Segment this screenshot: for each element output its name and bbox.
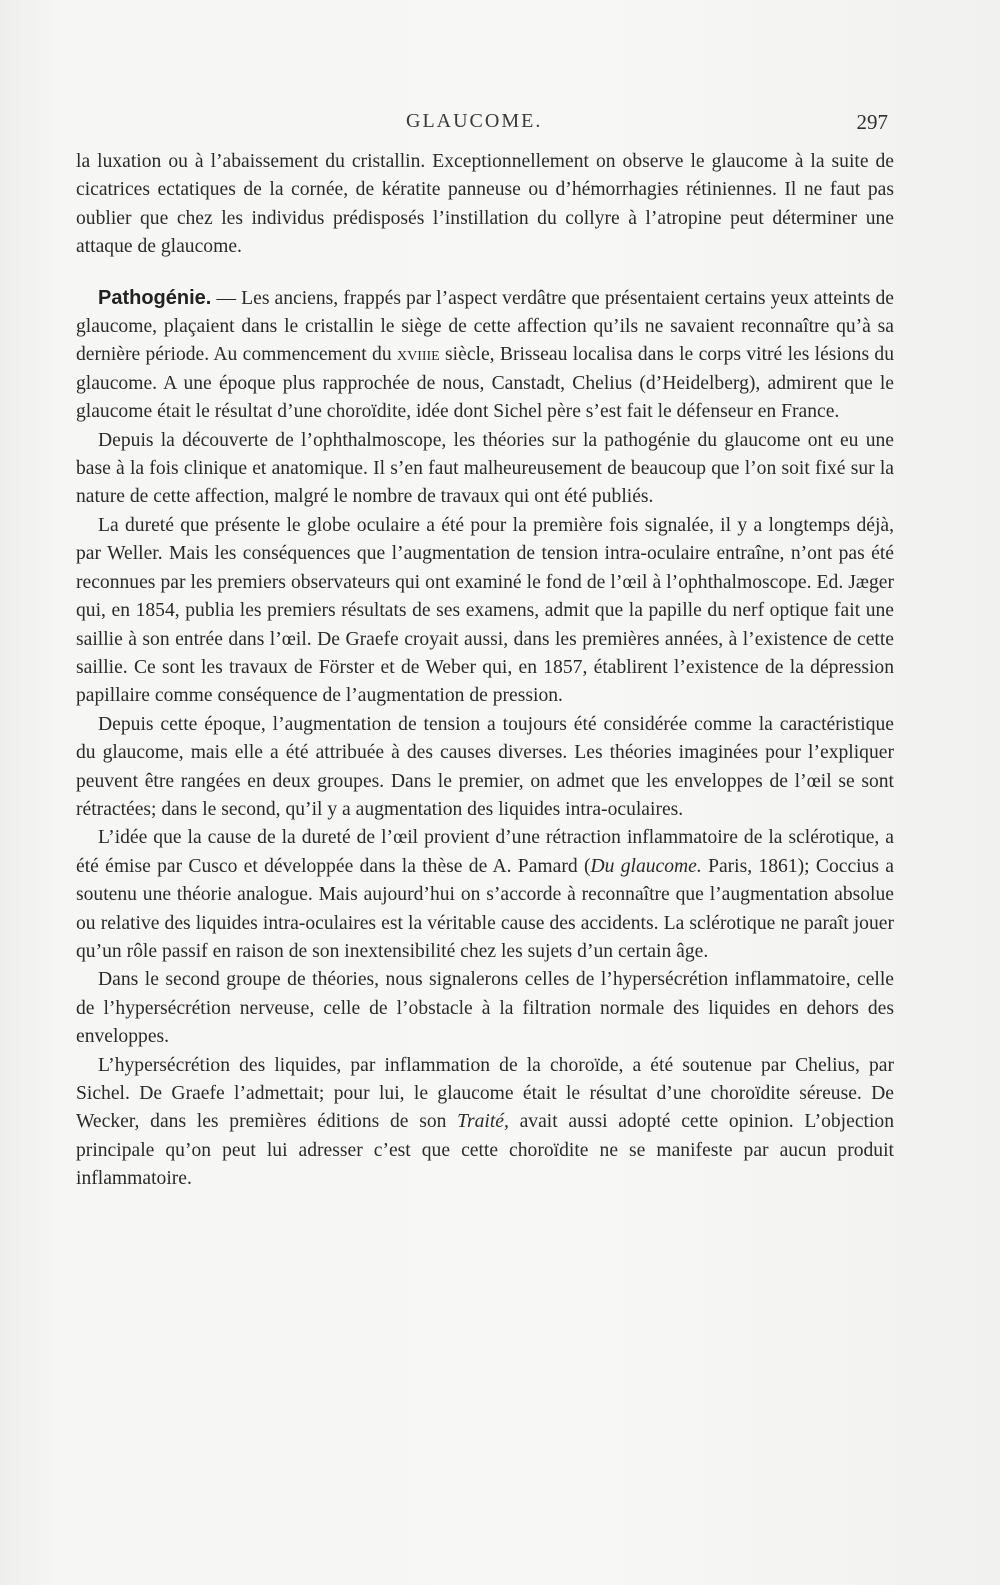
century-numeral: xviiie [396, 344, 440, 366]
paragraph-text: L’idée que la cause de la dureté de l’œil provient d’une rétraction inflammatoire de la sclérotique, a été émise par Cusco et développée dans la thèse de A. Pamard ( [76, 827, 894, 877]
book-title-italic: Traité, [457, 1111, 509, 1133]
paragraph-durete: La dureté que présente le globe oculaire a été pour la première fois signalée, il y a longtemps déjà, par Weller. Mais les conséquences que l’augmentation de tension intra-oculaire entraîne, n’ont pas été reconnues par les premiers observateurs qui ont examiné le fond de l’œil à l’ophthalmoscope. Ed. Jæger qui, en 1854, publia les premiers résultats de ses examens, admit que la papille du nerf optique fait une saillie à son entrée dans l’œil. De Graefe croyait aussi, dans les premières années, à l’existence de cette saillie. Ce sont les travaux de Förster et de Weber qui, en 1857, établirent l’existence de la dépression papillaire comme conséquence de l’augmentation de pression. [76, 514, 894, 707]
paragraph-ophthalmoscope: Depuis la découverte de l’ophthalmoscope, les théories sur la pathogénie du glaucome ont eu une base à la fois clinique et anatomique. Il s’en faut malheureusement de beaucoup que l’on soit fixé sur la nature de cette affection, malgré le nombre de travaux qui ont été publiés. [76, 429, 894, 508]
paragraph-second-group: Dans le second groupe de théories, nous signalerons celles de l’hypersécrétion inflammatoire, celle de l’hypersécrétion nerveuse, celle de l’obstacle à la filtration normale des liquides en dehors des enveloppes. [76, 969, 894, 1048]
paragraph-etiology-end: la luxation ou à l’abaissement du cristallin. Exceptionnellement on observe le glaucome à la suite de cicatrices ectatiques de la cornée, de kératite panneuse ou d’hémorrhagies rétiniennes. Il ne faut pas oublier que chez les individus prédisposés l’instillation du collyre à l’atropine peut déterminer une attaque de glaucome. [76, 151, 894, 258]
paragraph-theories: Depuis cette époque, l’augmentation de tension a toujours été considérée comme la caractéristique du glaucome, mais elle a été attribuée à des causes diverses. Les théories imaginées pour l’expliquer peuvent être rangées en deux groupes. Dans le premier, on admet que les enveloppes de l’œil se sont rétractées; dans le second, qu’il y a augmentation des liquides intra-oculaires. [76, 713, 894, 820]
paragraph-text: avait aussi adopté cette opinion. L’objection principale qu’on peut lui adresser c’est que cette choroïdite ne se manifeste par aucun produit inflammatoire. [76, 1111, 895, 1190]
book-title-italic: Du glaucome. [590, 855, 702, 877]
paragraph-text: siècle, Brisseau localisa dans le corps vitré les lésions du glaucome. A une époque plus rapprochée de nous, Canstadt, Chelius (d’Heidelberg), admirent que le glaucome était le résultat d’une choroïdite, idée dont Sichel père s’est fait le défenseur en France. [76, 344, 895, 423]
body-text [76, 148, 894, 1194]
paragraph-retraction [76, 824, 894, 966]
paragraph-text: — Les anciens, frappés par l’aspect verdâtre que présentaient certains yeux atteints de glaucome, plaçaient dans le cristallin le siège de cette affection qu’ils ne savaient reconnaître qu’à sa dernière période. Au commencement du [76, 287, 894, 366]
paragraph-pathogenie [76, 284, 894, 427]
section-heading-pathogenie: Pathogénie. [98, 286, 212, 309]
paragraph-text: Paris, 1861); Coccius a soutenu une théorie analogue. Mais aujourd’hui on s’accorde à reconnaître que l’augmentation absolue ou relative des liquides intra-oculaires est la véritable cause des accidents. La sclérotique ne paraît jouer qu’un rôle passif en raison de son inextensibilité chez les sujets d’un certain âge. [76, 855, 894, 962]
page-number: 297 [856, 110, 888, 134]
page-header [76, 110, 888, 140]
paragraph-hypersecretion [76, 1052, 894, 1194]
paragraph-text: L’hypersécrétion des liquides, par inflammation de la choroïde, a été soutenue par Chelius, par Sichel. De Graefe l’admettait; pour lui, le glaucome était le résultat d’une choroïdite séreuse. De Wecker, dans les premières éditions de son [76, 1054, 894, 1133]
running-head: GLAUCOME. [406, 110, 543, 132]
